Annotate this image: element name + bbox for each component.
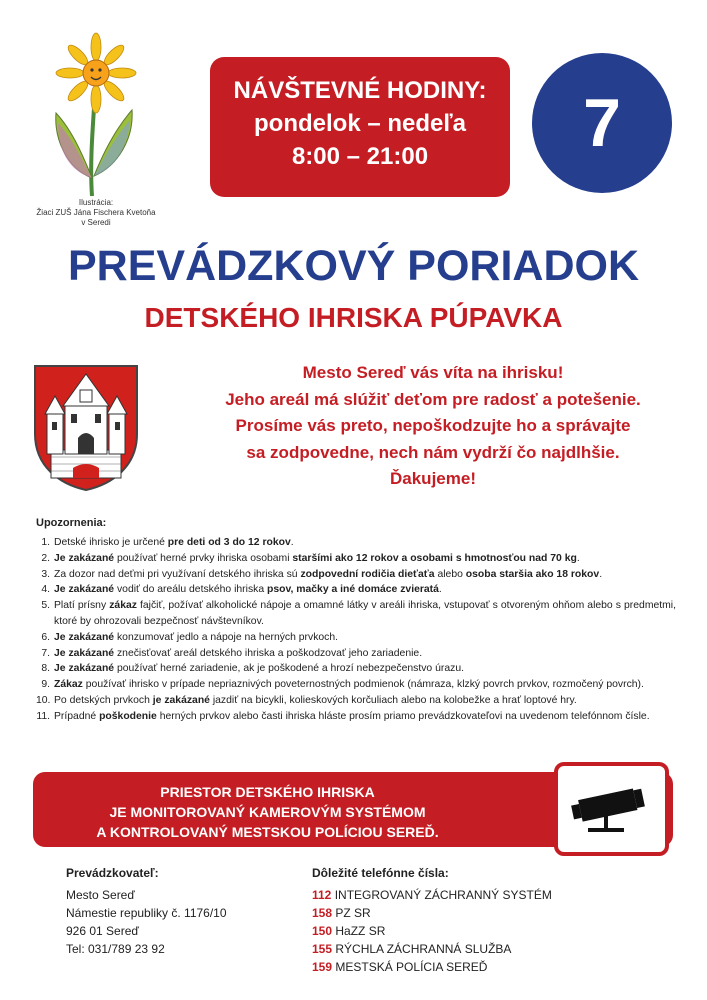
rule-text: Je zakázané používať herné zariadenie, ak je poškodené a hrozí nebezpečenstvo úrazu. bbox=[54, 663, 464, 675]
phone-list bbox=[312, 886, 552, 976]
phones-heading: Dôležité telefónne čísla: bbox=[312, 866, 449, 880]
rule-number: 5. bbox=[41, 600, 50, 612]
rule-number: 4. bbox=[41, 584, 50, 596]
operator-heading: Prevádzkovateľ: bbox=[66, 866, 159, 880]
notices-heading: Upozornenia: bbox=[36, 517, 107, 529]
rule-number: 8. bbox=[41, 663, 50, 675]
rule-number: 11. bbox=[36, 710, 50, 722]
rule-item bbox=[36, 677, 676, 693]
rule-text: Je zakázané vodiť do areálu detského ihriska psov, mačky a iné domáce zvieratá. bbox=[54, 584, 442, 596]
rule-number: 6. bbox=[41, 631, 50, 643]
rule-item bbox=[36, 661, 676, 677]
rules-list bbox=[36, 535, 676, 725]
rule-text: Za dozor nad deťmi pri využívaní detského ihriska sú zodpovední rodičia dieťaťa alebo osoba staršia ako 18 rokov. bbox=[54, 568, 603, 580]
hours-heading: NÁVŠTEVNÉ HODINY: bbox=[233, 77, 487, 104]
camera-notice: PRIESTOR DETSKÉHO IHRISKA JE MONITOROVANÝ KAMEROVÝM SYSTÉMOM A KONTROLOVANÝ MESTSKOU POLÍCIOU SEREĎ. bbox=[96, 784, 439, 840]
rule-text: Je zakázané znečisťovať areál detského ihriska a poškodzovať jeho zariadenie. bbox=[54, 647, 423, 659]
rule-item bbox=[36, 693, 676, 709]
rule-item bbox=[36, 551, 676, 567]
rule-text: Zákaz používať ihrisko v prípade nepriaznivých poveternostných podmienok (námraza, klzký povrch prvkov, rozmočený povrch). bbox=[54, 679, 644, 691]
phone-item: 112 INTEGROVANÝ ZÁCHRANNÝ SYSTÉM bbox=[312, 888, 552, 902]
playground-number-badge: 7 bbox=[532, 53, 672, 193]
phone-item: 158 PZ SR bbox=[312, 906, 371, 920]
rule-text: Je zakázané používať herné prvky ihriska osobami staršími ako 12 rokov a osobami s hmotnosťou nad 70 kg. bbox=[54, 552, 580, 564]
rule-text: Prípadné poškodenie herných prvkov alebo časti ihriska hláste prosím priamo prevádzkovateľovi na uvedenom telefónnom čísle. bbox=[54, 710, 650, 722]
rule-text: Je zakázané konzumovať jedlo a nápoje na herných prvkoch. bbox=[54, 631, 339, 643]
rule-number: 9. bbox=[41, 679, 50, 691]
illustration-caption: Ilustrácia: Žiaci ZUŠ Jána Fischera Kvetoňa v Seredi bbox=[36, 198, 156, 227]
rule-number: 10. bbox=[36, 694, 51, 706]
rule-number: 2. bbox=[41, 552, 50, 564]
rule-text: Platí prísny zákaz fajčiť, požívať alkoholické nápoje a omamné látky v areáli ihriska, vstupovať s otvoreným ohňom alebo s predmetmi, ktoré by ohrozovali bezpečnosť návštevníkov. bbox=[54, 600, 676, 627]
rule-item bbox=[36, 567, 676, 583]
phone-item: 155 RÝCHLA ZÁCHRANNÁ SLUŽBA bbox=[312, 942, 512, 956]
phone-item: 150 HaZZ SR bbox=[312, 924, 386, 938]
operator-details: Mesto Sereď Námestie republiky č. 1176/10 926 01 Sereď Tel: 031/789 23 92 bbox=[66, 888, 227, 956]
welcome-message: Mesto Sereď vás víta na ihrisku! Jeho areál má slúžiť deťom pre radosť a potešenie. Prosíme vás preto, nepoškodzujte ho a správajte sa zodpovedne, nech nám vydrží čo najdlhšie. Ďakujeme! bbox=[225, 363, 641, 488]
phone-item: 159 MESTSKÁ POLÍCIA SEREĎ bbox=[312, 960, 488, 974]
rule-item bbox=[36, 582, 676, 598]
rule-item bbox=[36, 535, 676, 551]
rule-number: 7. bbox=[41, 647, 50, 659]
camera-sign bbox=[554, 762, 669, 856]
rule-text: Po detských prvkoch je zakázané jazdiť na bicykli, kolieskových korčuliach alebo na kolobežke a hrať loptové hry. bbox=[54, 694, 577, 706]
security-camera-icon bbox=[558, 766, 665, 852]
rule-item bbox=[36, 646, 676, 662]
hours-time: 8:00 – 21:00 bbox=[291, 143, 429, 170]
rule-text: Detské ihrisko je určené pre deti od 3 do 12 rokov. bbox=[54, 537, 294, 548]
opening-hours-box bbox=[210, 57, 510, 197]
coat-of-arms-icon bbox=[33, 364, 139, 492]
dandelion-illustration bbox=[46, 28, 146, 198]
rule-item bbox=[36, 709, 676, 725]
rule-item bbox=[36, 598, 676, 630]
rule-number: 3. bbox=[41, 568, 50, 580]
hours-days: pondelok – nedeľa bbox=[254, 110, 466, 137]
rule-item bbox=[36, 630, 676, 646]
rule-number: 1. bbox=[41, 537, 50, 548]
page-title: PREVÁDZKOVÝ PORIADOK bbox=[67, 242, 639, 290]
page-subtitle: DETSKÉHO IHRISKA PÚPAVKA bbox=[144, 302, 563, 333]
